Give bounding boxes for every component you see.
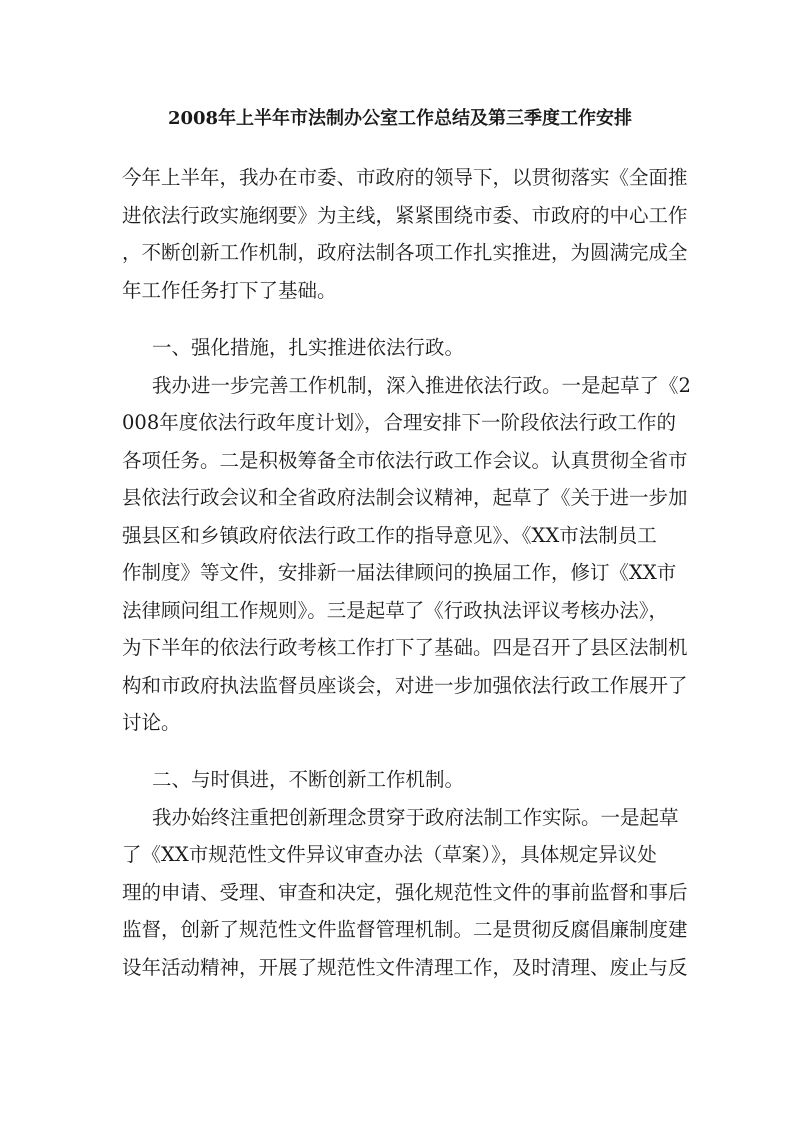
paragraph-line: 我办进一步完善工作机制，深入推进依法行政。一是起草了《2 [152,374,691,397]
paragraph-line: 我办始终注重把创新理念贯穿于政府法制工作实际。一是起草 [152,806,679,829]
paragraph-line: 监督，创新了规范性文件监督管理机制。二是贯彻反腐倡廉制度建 [122,918,688,941]
paragraph-line: ，不断创新工作机制，政府法制各项工作扎实推进，为圆满完成全 [122,241,688,264]
paragraph-line: 年工作任务打下了基础。 [122,279,337,302]
paragraph-line: 008年度依法行政年度计划》，合理安排下一阶段依法行政工作的 [122,411,676,434]
paragraph-line: 各项任务。二是积极筹备全市依法行政工作会议。认真贯彻全省市 [122,449,688,472]
document-title: 2008年上半年市法制办公室工作总结及第三季度工作安排 [167,108,633,129]
paragraph-line: 设年活动精神，开展了规范性文件清理工作，及时清理、废止与反 [122,956,688,979]
paragraph-line: 为下半年的依法行政考核工作打下了基础。四是召开了县区法制机 [122,636,688,659]
paragraph-line: 县依法行政会议和全省政府法制会议精神，起草了《关于进一步加 [122,486,688,509]
section-heading-1: 一、强化措施，扎实推进依法行政。 [152,336,465,359]
paragraph-line: 今年上半年，我办在市委、市政府的领导下，以贯彻落实《全面推 [122,166,688,189]
paragraph-line: 构和市政府执法监督员座谈会，对进一步加强依法行政工作展开了 [122,674,688,697]
paragraph-line: 进依法行政实施纲要》为主线，紧紧围绕市委、市政府的中心工作 [122,204,688,227]
paragraph-line: 了《XX市规范性文件异议审查办法（草案）》，具体规定异议处 [122,843,657,866]
section-heading-2: 二、与时俱进，不断创新工作机制。 [152,768,465,791]
paragraph-line: 强县区和乡镇政府依法行政工作的指导意见》、《XX市法制员工 [122,524,657,547]
paragraph-line: 法律顾问组工作规则》。三是起草了《行政执法评议考核办法》， [122,599,669,622]
paragraph-line: 理的申请、受理、审查和决定，强化规范性文件的事前监督和事后 [122,881,688,904]
paragraph-line: 讨论。 [122,711,181,734]
paragraph-line: 作制度》等文件，安排新一届法律顾问的换届工作，修订《XX市 [122,561,677,584]
